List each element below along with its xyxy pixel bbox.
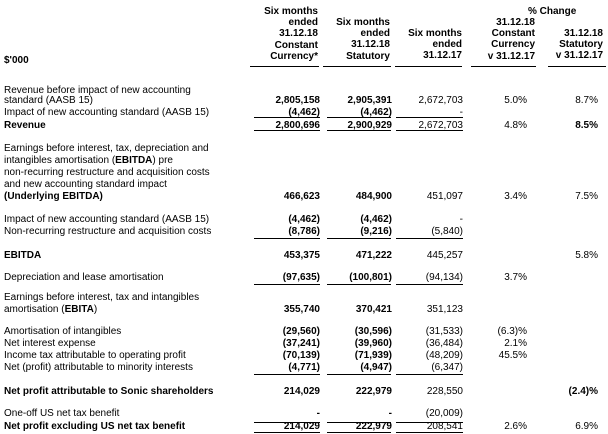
percent-change-cell: 6.9% (575, 421, 598, 432)
amount-cell: (31,533) (425, 326, 463, 337)
amount-cell: (8,786) (288, 226, 320, 237)
amount-cell: 2,905,391 (347, 95, 392, 106)
row-label: and new accounting standard impact (4, 179, 167, 190)
subtotal-rule (327, 284, 391, 285)
amount-cell: - (459, 107, 463, 118)
header-rule (395, 66, 462, 67)
row-label: Earnings before interest, tax, depreciation and (4, 143, 209, 154)
header-constant-currency: Six months ended 31.12.18 Constant Currency* (264, 6, 318, 62)
amount-cell: 370,421 (355, 304, 392, 315)
amount-cell: 484,900 (355, 191, 392, 202)
subtotal-rule (396, 117, 463, 118)
amount-cell: (4,462) (288, 107, 320, 118)
amount-cell: (70,139) (282, 350, 320, 361)
percent-change-cell: 8.5% (575, 120, 598, 131)
subtotal-rule (327, 117, 391, 118)
row-label: (Underlying EBITDA) (4, 191, 103, 202)
total-rule (254, 432, 320, 433)
amount-cell: 355,740 (283, 304, 320, 315)
subtotal-rule (396, 238, 463, 239)
unit-label: $'000 (4, 55, 29, 66)
row-label: Revenue (4, 120, 46, 131)
subtotal-rule (327, 238, 391, 239)
row-label: Amortisation of intangibles (4, 326, 122, 337)
percent-change-cell: 8.7% (575, 95, 598, 106)
subtotal-rule (254, 130, 320, 131)
amount-cell: (5,840) (431, 226, 463, 237)
percent-change-cell: 5.8% (575, 250, 598, 261)
percent-change-cell: 2.1% (504, 338, 527, 349)
row-label: One-off US net tax benefit (4, 408, 120, 419)
amount-cell: (4,771) (288, 362, 320, 373)
amount-cell: (4,462) (360, 214, 392, 225)
amount-cell: (4,462) (360, 107, 392, 118)
subtotal-rule (327, 422, 391, 423)
total-rule (396, 432, 463, 433)
amount-cell: (71,939) (354, 350, 392, 361)
amount-cell: (6,347) (431, 362, 463, 373)
header-prior-period: Six months ended 31.12.17 (408, 28, 462, 62)
header-rule (471, 66, 536, 67)
percent-change-cell: (2.4)% (568, 386, 598, 397)
row-label: Non-recurring restructure and acquisition costs (4, 226, 212, 237)
amount-cell: 222,979 (355, 386, 392, 397)
percent-change-cell: (6.3)% (497, 326, 527, 337)
subtotal-rule (254, 117, 320, 118)
amount-cell: (29,560) (282, 326, 320, 337)
amount-cell: - (459, 214, 463, 225)
subtotal-rule (254, 284, 320, 285)
amount-cell: (36,484) (425, 338, 463, 349)
row-label: Impact of new accounting standard (AASB 15) (4, 214, 210, 225)
amount-cell: (37,241) (282, 338, 320, 349)
amount-cell: - (316, 408, 320, 419)
row-label: standard (AASB 15) (4, 95, 93, 106)
amount-cell: 351,123 (426, 304, 463, 315)
row-label: Income tax attributable to operating profit (4, 350, 186, 361)
header-statutory: Six months ended 31.12.18 Statutory (336, 17, 390, 62)
header-pct-statutory: 31.12.18 Statutory v 31.12.17 (555, 28, 603, 62)
percent-change-cell: 4.8% (504, 120, 527, 131)
subtotal-rule (254, 422, 320, 423)
amount-cell: (9,216) (360, 226, 392, 237)
percent-change-cell: 3.7% (504, 272, 527, 283)
row-label-part: amortisation ( (4, 304, 65, 315)
amount-cell: 466,623 (283, 191, 320, 202)
amount-cell: 214,029 (283, 386, 320, 397)
amount-cell: (48,209) (425, 350, 463, 361)
percent-change-cell: 3.4% (504, 191, 527, 202)
row-label: Earnings before interest, tax and intangibles (4, 292, 200, 303)
subtotal-rule (327, 374, 391, 375)
amount-cell: 2,672,703 (418, 120, 463, 131)
percent-change-cell: 5.0% (504, 95, 527, 106)
amount-cell: 208,541 (426, 421, 463, 432)
amount-cell: 222,979 (355, 421, 392, 432)
header-rule (250, 66, 319, 67)
percent-change-cell: 2.6% (504, 421, 527, 432)
row-label-part: ) (93, 304, 98, 315)
subtotal-rule (254, 374, 320, 375)
amount-cell: 471,222 (355, 250, 392, 261)
row-label: non-recurring restructure and acquisition costs (4, 167, 210, 178)
header-rule (323, 66, 391, 67)
subtotal-rule (396, 284, 463, 285)
row-label: Net profit attributable to Sonic shareholders (4, 386, 214, 397)
row-label (4, 304, 97, 315)
amount-cell: 2,805,158 (275, 95, 320, 106)
percent-change-cell: 45.5% (498, 350, 527, 361)
row-label-emphasis: EBITDA (115, 155, 153, 166)
amount-cell: 214,029 (283, 421, 320, 432)
row-label (4, 155, 173, 166)
row-label: Net profit excluding US net tax benefit (4, 421, 186, 432)
header-percent-change: % Change (528, 6, 577, 17)
amount-cell: 445,257 (426, 250, 463, 261)
amount-cell: 228,550 (426, 386, 463, 397)
amount-cell: 2,672,703 (418, 95, 463, 106)
amount-cell: (20,009) (425, 408, 463, 419)
amount-cell: (97,635) (282, 272, 320, 283)
row-label: Impact of new accounting standard (AASB 15) (4, 107, 210, 118)
row-label-part: intangibles amortisation ( (4, 155, 116, 166)
amount-cell: (4,947) (360, 362, 392, 373)
subtotal-rule (396, 374, 463, 375)
amount-cell: (94,134) (425, 272, 463, 283)
subtotal-rule (396, 130, 463, 131)
subtotal-rule (254, 238, 320, 239)
total-rule (327, 432, 391, 433)
subtotal-rule (396, 422, 463, 423)
row-label: EBITDA (4, 250, 42, 261)
row-label: Depreciation and lease amortisation (4, 272, 164, 283)
amount-cell: 451,097 (426, 191, 463, 202)
amount-cell: (100,801) (349, 272, 392, 283)
header-pct-constant: 31.12.18 Constant Currency v 31.12.17 (487, 17, 535, 62)
amount-cell: (39,960) (354, 338, 392, 349)
row-label: Net (profit) attributable to minority interests (4, 362, 193, 373)
header-rule (548, 66, 606, 67)
row-label-part: ) pre (152, 155, 173, 166)
amount-cell: (30,596) (354, 326, 392, 337)
row-label: Revenue before impact of new accounting (4, 85, 191, 96)
percent-change-cell: 7.5% (575, 191, 598, 202)
amount-cell: - (388, 408, 392, 419)
amount-cell: (4,462) (288, 214, 320, 225)
row-label: Net interest expense (4, 338, 96, 349)
subtotal-rule (327, 130, 391, 131)
row-label-emphasis: EBITA (64, 304, 94, 315)
amount-cell: 2,800,696 (275, 120, 320, 131)
amount-cell: 2,900,929 (347, 120, 392, 131)
amount-cell: 453,375 (283, 250, 320, 261)
